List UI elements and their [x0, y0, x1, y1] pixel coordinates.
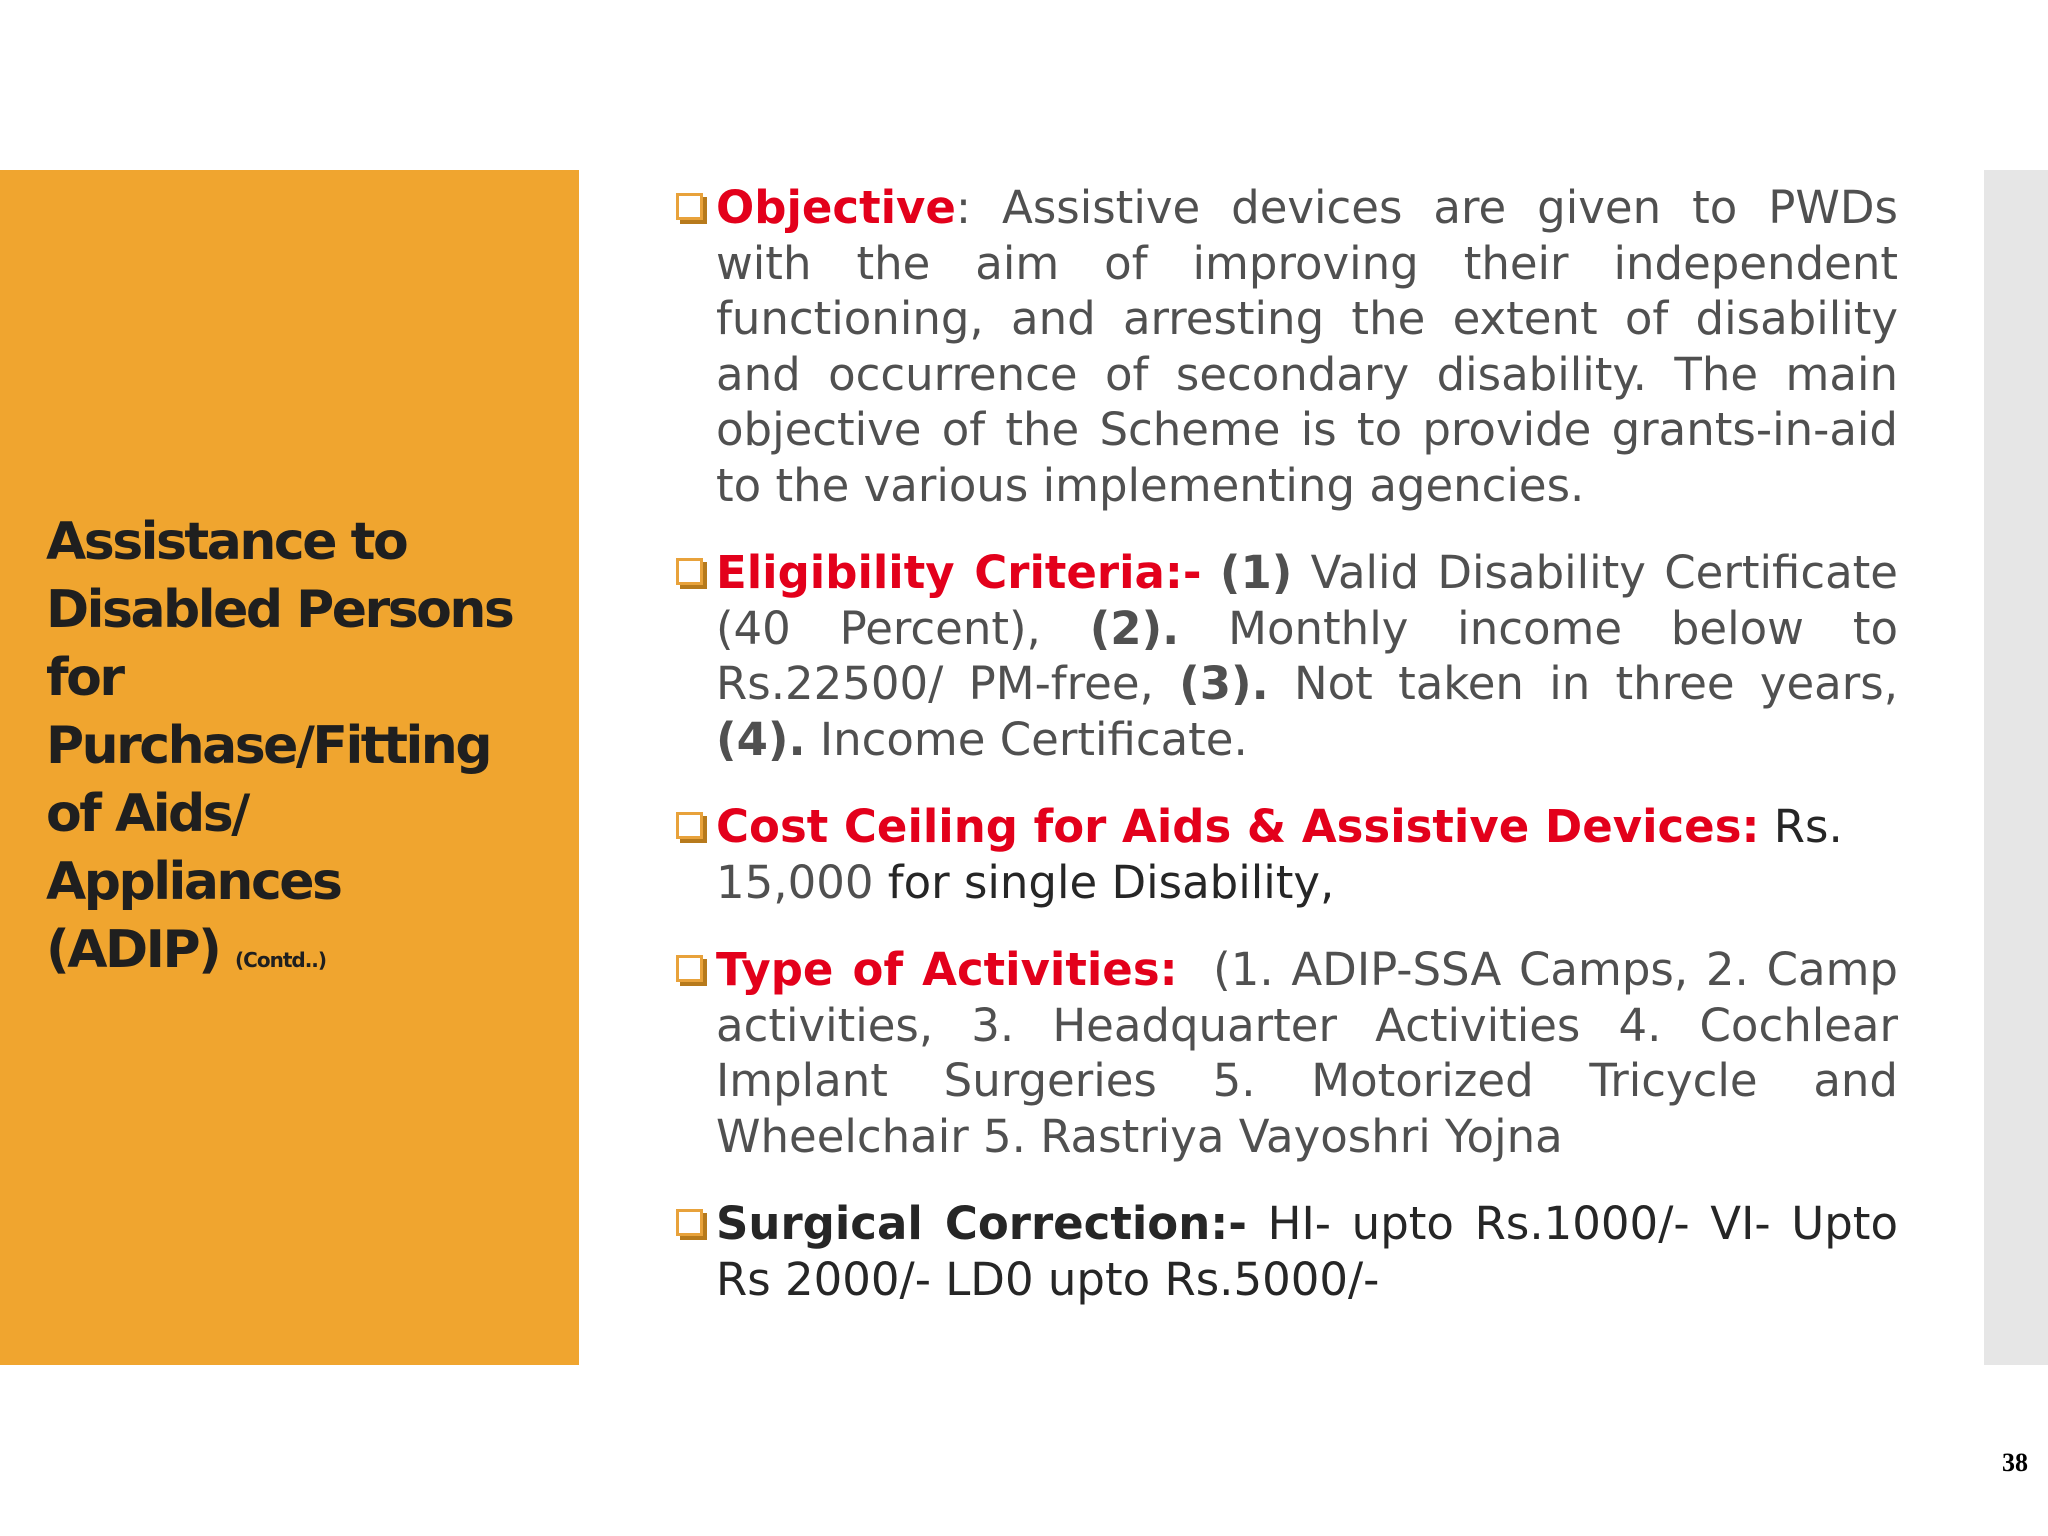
- title-line: (ADIP): [46, 920, 220, 980]
- surgical-label: Surgical Correction:-: [716, 1197, 1247, 1250]
- title-line: Assistance to: [46, 512, 407, 572]
- title-line: for: [46, 648, 123, 708]
- objective-label: Objective: [716, 181, 956, 234]
- right-strip: [1984, 170, 2048, 1365]
- activities-label: Type of Activities:: [716, 943, 1178, 996]
- cost-bullet: [676, 799, 1898, 910]
- cost-label: Cost Ceiling for Aids & Assistive Devices:: [716, 800, 1760, 853]
- cost-text-2: for single Disability,: [873, 855, 1335, 909]
- eligibility-num-3: (3).: [1179, 657, 1269, 710]
- title-line: Purchase/Fitting: [46, 716, 491, 776]
- eligibility-label: Eligibility Criteria:-: [716, 546, 1202, 599]
- checkbox-bullet-icon: [676, 955, 703, 982]
- cost-amount: 15,000: [716, 855, 874, 909]
- content-area: [676, 180, 1913, 1339]
- title-line: of Aids/: [46, 784, 248, 844]
- eligibility-num-4: (4).: [716, 712, 806, 766]
- checkbox-bullet-icon: [676, 812, 703, 839]
- objective-text: : Assistive devices are given to PWDs with the aim of improving their independent functioning, and arresting the extent of disability and occurrence of secondary disability. The main objective of the Scheme is to provide grants-in-aid to the various implementing agencies.: [716, 181, 1898, 512]
- activities-text: (1. ADIP-SSA Camps, 2. Camp activities, 3. Headquarter Activities 4. Cochlear Implant Surgeries 5. Motorized Tricycle and Wheelchair 5. Rastriya Vayoshri Yojna: [716, 943, 1913, 1163]
- contd-label: (Contd..): [235, 948, 327, 972]
- surgical-text: HI- upto Rs.1000/- VI- Upto Rs 2000/- LD0 upto Rs.5000/-: [716, 1197, 1898, 1306]
- page-number: 38: [2002, 1448, 2028, 1477]
- title-line-last: [46, 916, 566, 994]
- eligibility-text-3: Not taken in three years,: [1268, 657, 1899, 710]
- objective-bullet: [676, 180, 1898, 513]
- checkbox-bullet-icon: [676, 558, 703, 585]
- checkbox-bullet-icon: [676, 1209, 703, 1236]
- activities-bullet: [676, 942, 1913, 1164]
- surgical-bullet: [676, 1196, 1898, 1307]
- eligibility-text-2: Monthly income below to Rs.22500/ PM-free,: [716, 601, 1898, 710]
- eligibility-num-2: (2).: [1089, 601, 1180, 655]
- checkbox-bullet-icon: [676, 193, 703, 220]
- eligibility-text-1: Valid Disability Certificate (40 Percent),: [716, 546, 1898, 655]
- cost-text-1: Rs.: [1759, 800, 1843, 853]
- slide-title: [46, 508, 566, 994]
- eligibility-num-1: (1): [1219, 546, 1293, 599]
- title-line: Appliances: [46, 852, 341, 912]
- eligibility-bullet: [676, 545, 1898, 767]
- eligibility-text-4: Income Certificate.: [805, 712, 1248, 766]
- title-line: Disabled Persons: [46, 580, 513, 640]
